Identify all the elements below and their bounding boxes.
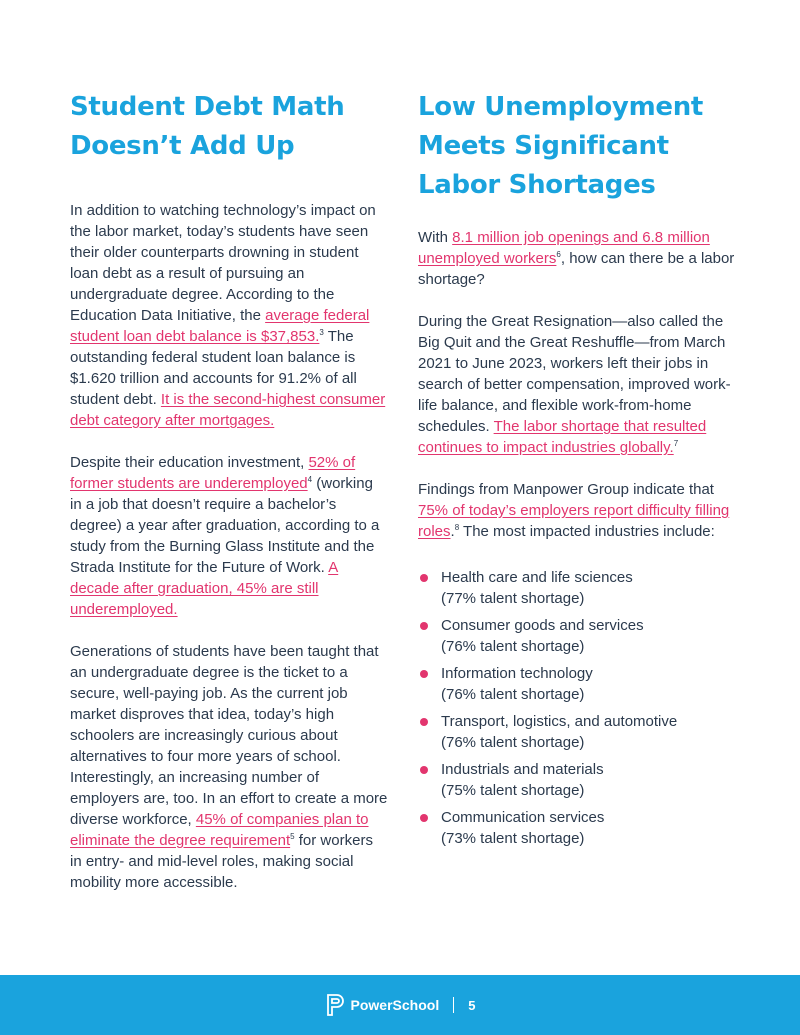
right-paragraph-3 (418, 479, 736, 542)
footnote-8: 8 (454, 523, 460, 532)
brand-name: PowerSchool (350, 997, 440, 1013)
text: Despite their education investment, (70, 454, 309, 471)
right-paragraph-1 (418, 227, 736, 290)
industry-name: Information technology (441, 665, 593, 682)
industry-detail: (76% talent shortage) (441, 686, 585, 703)
labor-shortage-link[interactable]: The labor shortage that resulted continues to impact industries globally. (418, 418, 707, 456)
student-debt-link[interactable]: average federal student loan debt balance is $37,853. (70, 307, 370, 345)
footnote-4: 4 (307, 475, 313, 484)
industry-detail: (75% talent shortage) (441, 782, 585, 799)
footer-divider (453, 997, 454, 1013)
text: Findings from Manpower Group indicate that (418, 481, 714, 498)
right-section-title: Low Unemployment Meets Significant Labor Shortages (418, 92, 704, 200)
industry-name: Health care and life sciences (441, 569, 633, 586)
bullet-icon (420, 814, 428, 822)
list-item (418, 663, 736, 705)
industry-detail: (76% talent shortage) (441, 638, 585, 655)
list-item (418, 759, 736, 801)
industry-name: Industrials and materials (441, 761, 604, 778)
right-column (418, 88, 736, 855)
powerschool-logo-icon (325, 993, 345, 1017)
left-section-title: Student Debt Math Doesn’t Add Up (70, 92, 345, 161)
text: for workers in entry- and mid-level roles, making social mobility more accessible. (70, 832, 373, 891)
text: In addition to watching technology’s impact on the labor market, today’s students have seen their older counterparts drowning in student loan debt as a result of pursuing an undergraduate degree. According to the Education Data Initiative, the (70, 202, 376, 324)
bullet-icon (420, 718, 428, 726)
list-item (418, 807, 736, 849)
bullet-icon (420, 766, 428, 774)
text: The most impacted industries include: (459, 523, 715, 540)
underemployed-link[interactable]: 52% of former students are underemployed (70, 454, 356, 492)
bullet-icon (420, 670, 428, 678)
text: During the Great Resignation—also called the Big Quit and the Great Reshuffle—from March 2021 to June 2023, workers left their jobs in search of better compensation, improved work-life balance, and flexible work-from-home schedules. (418, 313, 731, 435)
list-item (418, 567, 736, 609)
degree-requirement-link[interactable]: 45% of companies plan to eliminate the degree requirement (70, 811, 369, 849)
industry-detail: (73% talent shortage) (441, 830, 585, 847)
text: Generations of students have been taught that an undergraduate degree is the ticket to a secure, well-paying job. As the current job market disproves that idea, today’s high schoolers are increasingly curious about alternatives to four more years of school. Interestingly, an increasing number of employers are, too. In an effort to create a more diverse workforce, (70, 643, 388, 828)
page-number: 5 (468, 997, 476, 1013)
industry-detail: (77% talent shortage) (441, 590, 585, 607)
text: , how can there be a labor shortage? (418, 250, 735, 288)
consumer-debt-link[interactable]: It is the second-highest consumer debt category after mortgages. (70, 391, 386, 429)
powerschool-logo (325, 993, 440, 1017)
employers-difficulty-link[interactable]: 75% of today’s employers report difficulty filling roles (418, 502, 730, 540)
industry-name: Consumer goods and services (441, 617, 644, 634)
industry-detail: (76% talent shortage) (441, 734, 585, 751)
list-item (418, 711, 736, 753)
bullet-icon (420, 574, 428, 582)
left-paragraph-2 (70, 452, 388, 620)
industry-name: Transport, logistics, and automotive (441, 713, 678, 730)
right-paragraph-2 (418, 311, 736, 458)
text: With (418, 229, 453, 246)
bullet-icon (420, 622, 428, 630)
text: . (450, 523, 455, 540)
text: (working in a job that doesn’t require a bachelor’s degree) a year after graduation, according to a study from the Burning Glass Institute and the Strada Institute for the Future of Work. (70, 475, 380, 576)
left-paragraph-1 (70, 200, 388, 431)
page-footer (0, 975, 800, 1035)
footnote-6: 6 (556, 250, 561, 259)
footnote-3: 3 (319, 328, 324, 337)
footnote-7: 7 (673, 439, 679, 448)
text: The outstanding federal student loan balance is $1.620 trillion and accounts for 91.2% of all student debt. (70, 328, 357, 408)
left-column (70, 88, 388, 893)
industry-name: Communication services (441, 809, 605, 826)
industries-list (418, 567, 736, 849)
left-paragraph-3 (70, 641, 388, 893)
job-openings-link[interactable]: 8.1 million job openings and 6.8 million unemployed workers (418, 229, 710, 267)
list-item (418, 615, 736, 657)
footnote-5: 5 (290, 832, 295, 841)
decade-after-link[interactable]: A decade after graduation, 45% are still underemployed. (70, 559, 339, 618)
